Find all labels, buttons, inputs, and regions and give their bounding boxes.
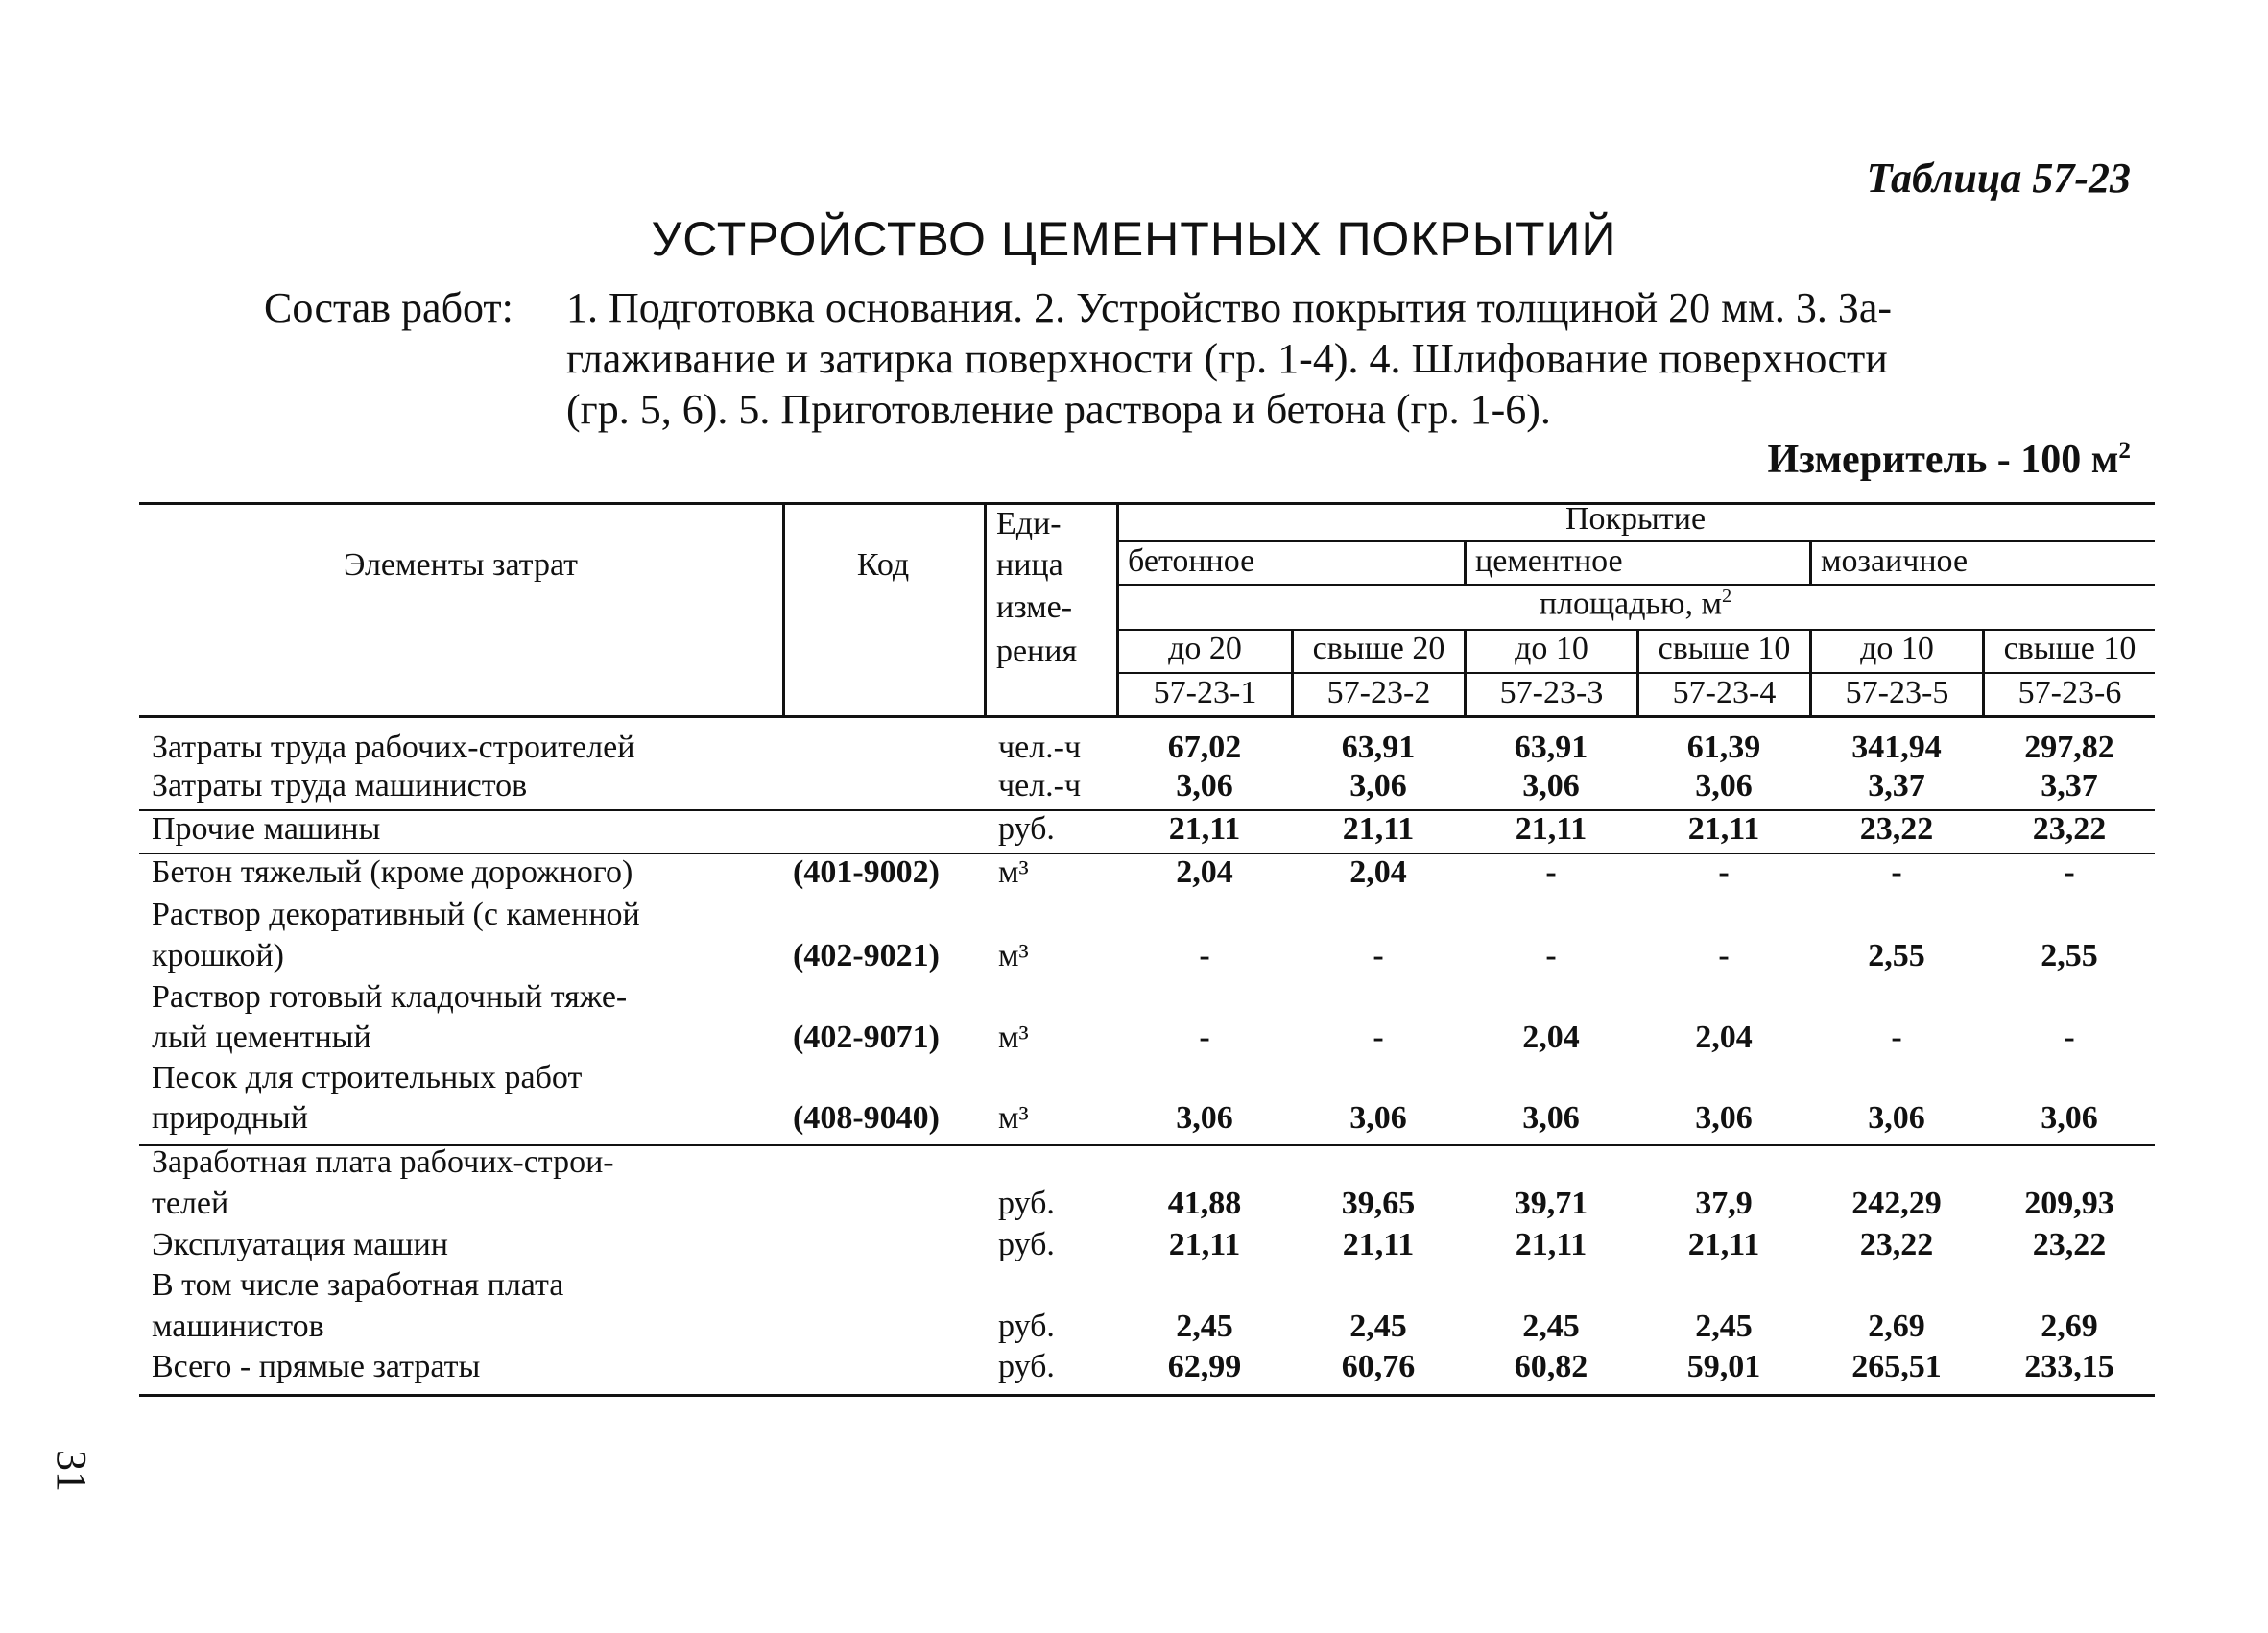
table-cell-value: 2,69 bbox=[1868, 1309, 1925, 1344]
header-unit-line: изме- bbox=[996, 589, 1073, 625]
row-label: Прочие машины bbox=[152, 811, 381, 847]
table-cell-value: 2,45 bbox=[1349, 1309, 1407, 1344]
table-cell-value: 37,9 bbox=[1695, 1186, 1753, 1221]
table-cell-value: 21,11 bbox=[1687, 1227, 1760, 1262]
table-cell-value: 3,06 bbox=[1695, 768, 1753, 804]
table-cell-value: 21,11 bbox=[1168, 1227, 1241, 1262]
page-number: 31 bbox=[48, 1450, 95, 1492]
table-cell-value: 39,65 bbox=[1341, 1186, 1416, 1221]
work-composition-line: (гр. 5, 6). 5. Приготовление раствора и бетона (гр. 1-6). bbox=[566, 386, 1551, 433]
header-code-number: 57-23-4 bbox=[1672, 675, 1777, 710]
column-divider bbox=[1464, 540, 1467, 584]
row-label: Бетон тяжелый (кроме дорожного) bbox=[152, 854, 633, 890]
table-cell-value: 2,45 bbox=[1176, 1309, 1233, 1344]
table-cell-value: 3,37 bbox=[1868, 768, 1925, 804]
row-label: Заработная плата рабочих-строи- bbox=[152, 1144, 614, 1180]
row-unit: руб. bbox=[998, 1227, 1055, 1262]
table-cell-value: 60,82 bbox=[1514, 1349, 1588, 1384]
table-cell-value: 21,11 bbox=[1687, 811, 1760, 847]
row-label: Затраты труда рабочих-строителей bbox=[152, 730, 635, 765]
row-label: Раствор готовый кладочный тяже- bbox=[152, 979, 628, 1015]
table-cell-value: 39,71 bbox=[1514, 1186, 1588, 1221]
table-cell-value: 2,04 bbox=[1349, 854, 1407, 890]
table-cell-value: 2,45 bbox=[1522, 1309, 1580, 1344]
table-cell-value: 63,91 bbox=[1341, 730, 1416, 765]
work-composition-line: 1. Подготовка основания. 2. Устройство покрытия толщиной 20 мм. 3. За- bbox=[566, 284, 1893, 331]
table-cell-value: 233,15 bbox=[2024, 1349, 2114, 1384]
table-cell-value: 297,82 bbox=[2024, 730, 2114, 765]
row-code: (401-9002) bbox=[793, 854, 940, 890]
header-code-number: 57-23-1 bbox=[1153, 675, 1257, 710]
row-code: (408-9040) bbox=[793, 1100, 940, 1136]
table-bottom-border bbox=[139, 1394, 2155, 1397]
table-cell-value: 21,11 bbox=[1342, 1227, 1415, 1262]
row-label: Всего - прямые затраты bbox=[152, 1349, 481, 1384]
row-label: Затраты труда машинистов bbox=[152, 768, 528, 804]
header-code-number: 57-23-3 bbox=[1499, 675, 1604, 710]
table-cell-value: 3,06 bbox=[1695, 1100, 1753, 1136]
table-cell-value: 21,11 bbox=[1515, 811, 1588, 847]
table-cell-value: 41,88 bbox=[1167, 1186, 1242, 1221]
row-unit: руб. bbox=[998, 1186, 1055, 1221]
header-bottom-border bbox=[139, 715, 2155, 718]
table-cell-value: 21,11 bbox=[1515, 1227, 1588, 1262]
row-label: машинистов bbox=[152, 1309, 324, 1344]
header-code-number: 57-23-5 bbox=[1845, 675, 1949, 710]
row-label: Эксплуатация машин bbox=[152, 1227, 448, 1262]
table-cell-value: 2,69 bbox=[2041, 1309, 2098, 1344]
table-cell-value: 2,55 bbox=[2041, 938, 2098, 973]
page-title: УСТРОЙСТВО ЦЕМЕНТНЫХ ПОКРЫТИЙ bbox=[651, 212, 1617, 266]
table-cell-value: - bbox=[1545, 938, 1557, 973]
row-unit: руб. bbox=[998, 811, 1055, 847]
table-cell-value: - bbox=[1718, 854, 1730, 890]
table-cell-value: - bbox=[1718, 938, 1730, 973]
header-code: Код bbox=[856, 547, 910, 583]
row-unit: м³ bbox=[998, 938, 1029, 973]
table-cell-value: - bbox=[1199, 1020, 1210, 1055]
table-cell-value: - bbox=[1373, 938, 1384, 973]
header-range: до 20 bbox=[1168, 631, 1242, 666]
measurement-unit-note: Измеритель - 100 $м^2$ bbox=[1767, 438, 2131, 482]
header-unit-line: ница bbox=[996, 547, 1063, 583]
table-cell-value: 21,11 bbox=[1168, 811, 1241, 847]
column-divider bbox=[984, 502, 987, 715]
table-cell-value: 23,22 bbox=[2032, 811, 2107, 847]
row-label: Песок для строительных работ bbox=[152, 1060, 583, 1095]
header-divider bbox=[1116, 672, 2155, 674]
row-label: телей bbox=[152, 1186, 229, 1221]
table-cell-value: 3,06 bbox=[1868, 1100, 1925, 1136]
table-cell-value: - bbox=[1891, 1020, 1902, 1055]
table-cell-value: 67,02 bbox=[1167, 730, 1242, 765]
table-cell-value: - bbox=[1373, 1020, 1384, 1055]
row-label: лый цементный bbox=[152, 1020, 371, 1055]
row-label: В том числе заработная плата bbox=[152, 1267, 564, 1303]
header-unit-line: Еди- bbox=[996, 506, 1062, 541]
table-cell-value: - bbox=[2064, 1020, 2075, 1055]
table-cell-value: 3,06 bbox=[1176, 768, 1233, 804]
table-cell-value: 3,06 bbox=[1349, 768, 1407, 804]
table-cell-value: 60,76 bbox=[1341, 1349, 1416, 1384]
header-code-number: 57-23-6 bbox=[2017, 675, 2122, 710]
header-range: до 10 bbox=[1860, 631, 1934, 666]
row-code: (402-9071) bbox=[793, 1020, 940, 1055]
table-cell-value: 23,22 bbox=[1859, 811, 1934, 847]
row-unit: руб. bbox=[998, 1349, 1055, 1384]
table-cell-value: - bbox=[2064, 854, 2075, 890]
table-cell-value: 62,99 bbox=[1167, 1349, 1242, 1384]
table-cell-value: 2,45 bbox=[1695, 1309, 1753, 1344]
table-cell-value: 3,37 bbox=[2041, 768, 2098, 804]
header-range: свыше 10 bbox=[2003, 631, 2137, 666]
header-cover-type: мозаичное bbox=[1821, 543, 1969, 579]
table-cell-value: 59,01 bbox=[1686, 1349, 1761, 1384]
table-cell-value: 3,06 bbox=[1349, 1100, 1407, 1136]
table-cell-value: 209,93 bbox=[2024, 1186, 2114, 1221]
column-divider bbox=[1809, 540, 1812, 584]
header-range: до 10 bbox=[1515, 631, 1588, 666]
table-cell-value: - bbox=[1891, 854, 1902, 890]
header-cover-type: цементное bbox=[1475, 543, 1623, 579]
column-divider bbox=[782, 502, 785, 715]
work-composition-line: глаживание и затирка поверхности (гр. 1-4). 4. Шлифование поверхности bbox=[566, 335, 1888, 382]
table-cell-value: 21,11 bbox=[1342, 811, 1415, 847]
header-area: площадью, $м^2$ bbox=[1539, 586, 1732, 622]
table-cell-value: 2,04 bbox=[1522, 1020, 1580, 1055]
table-cell-value: - bbox=[1545, 854, 1557, 890]
table-cell-value: 3,06 bbox=[1522, 768, 1580, 804]
table-cell-value: 2,04 bbox=[1176, 854, 1233, 890]
table-label: Таблица 57-23 bbox=[1866, 155, 2131, 202]
row-unit: чел.-ч bbox=[998, 730, 1082, 765]
table-cell-value: 3,06 bbox=[1176, 1100, 1233, 1136]
table-cell-value: 61,39 bbox=[1686, 730, 1761, 765]
header-cover: Покрытие bbox=[1564, 501, 1707, 537]
header-unit-line: рения bbox=[996, 634, 1078, 669]
header-elements: Элементы затрат bbox=[343, 547, 579, 583]
row-unit: чел.-ч bbox=[998, 768, 1082, 804]
table-cell-value: 3,06 bbox=[2041, 1100, 2098, 1136]
header-cover-type: бетонное bbox=[1128, 543, 1255, 579]
row-code: (402-9021) bbox=[793, 938, 940, 973]
row-unit: м³ bbox=[998, 854, 1029, 890]
row-unit: руб. bbox=[998, 1309, 1055, 1344]
work-composition-lead: Состав работ: bbox=[264, 284, 513, 331]
table-cell-value: 63,91 bbox=[1514, 730, 1588, 765]
table-cell-value: - bbox=[1199, 938, 1210, 973]
row-label: природный bbox=[152, 1100, 308, 1136]
header-range: свыше 20 bbox=[1312, 631, 1445, 666]
row-unit: м³ bbox=[998, 1020, 1029, 1055]
row-label: Раствор декоративный (с каменной bbox=[152, 897, 640, 932]
table-cell-value: 2,55 bbox=[1868, 938, 1925, 973]
table-cell-value: 265,51 bbox=[1851, 1349, 1942, 1384]
table-cell-value: 242,29 bbox=[1851, 1186, 1942, 1221]
table-cell-value: 2,04 bbox=[1695, 1020, 1753, 1055]
row-unit: м³ bbox=[998, 1100, 1029, 1136]
table-cell-value: 23,22 bbox=[2032, 1227, 2107, 1262]
header-range: свыше 10 bbox=[1658, 631, 1791, 666]
table-cell-value: 341,94 bbox=[1851, 730, 1942, 765]
table-cell-value: 3,06 bbox=[1522, 1100, 1580, 1136]
table-cell-value: 23,22 bbox=[1859, 1227, 1934, 1262]
row-label: крошкой) bbox=[152, 938, 285, 973]
header-divider bbox=[1116, 540, 2155, 542]
header-code-number: 57-23-2 bbox=[1326, 675, 1431, 710]
